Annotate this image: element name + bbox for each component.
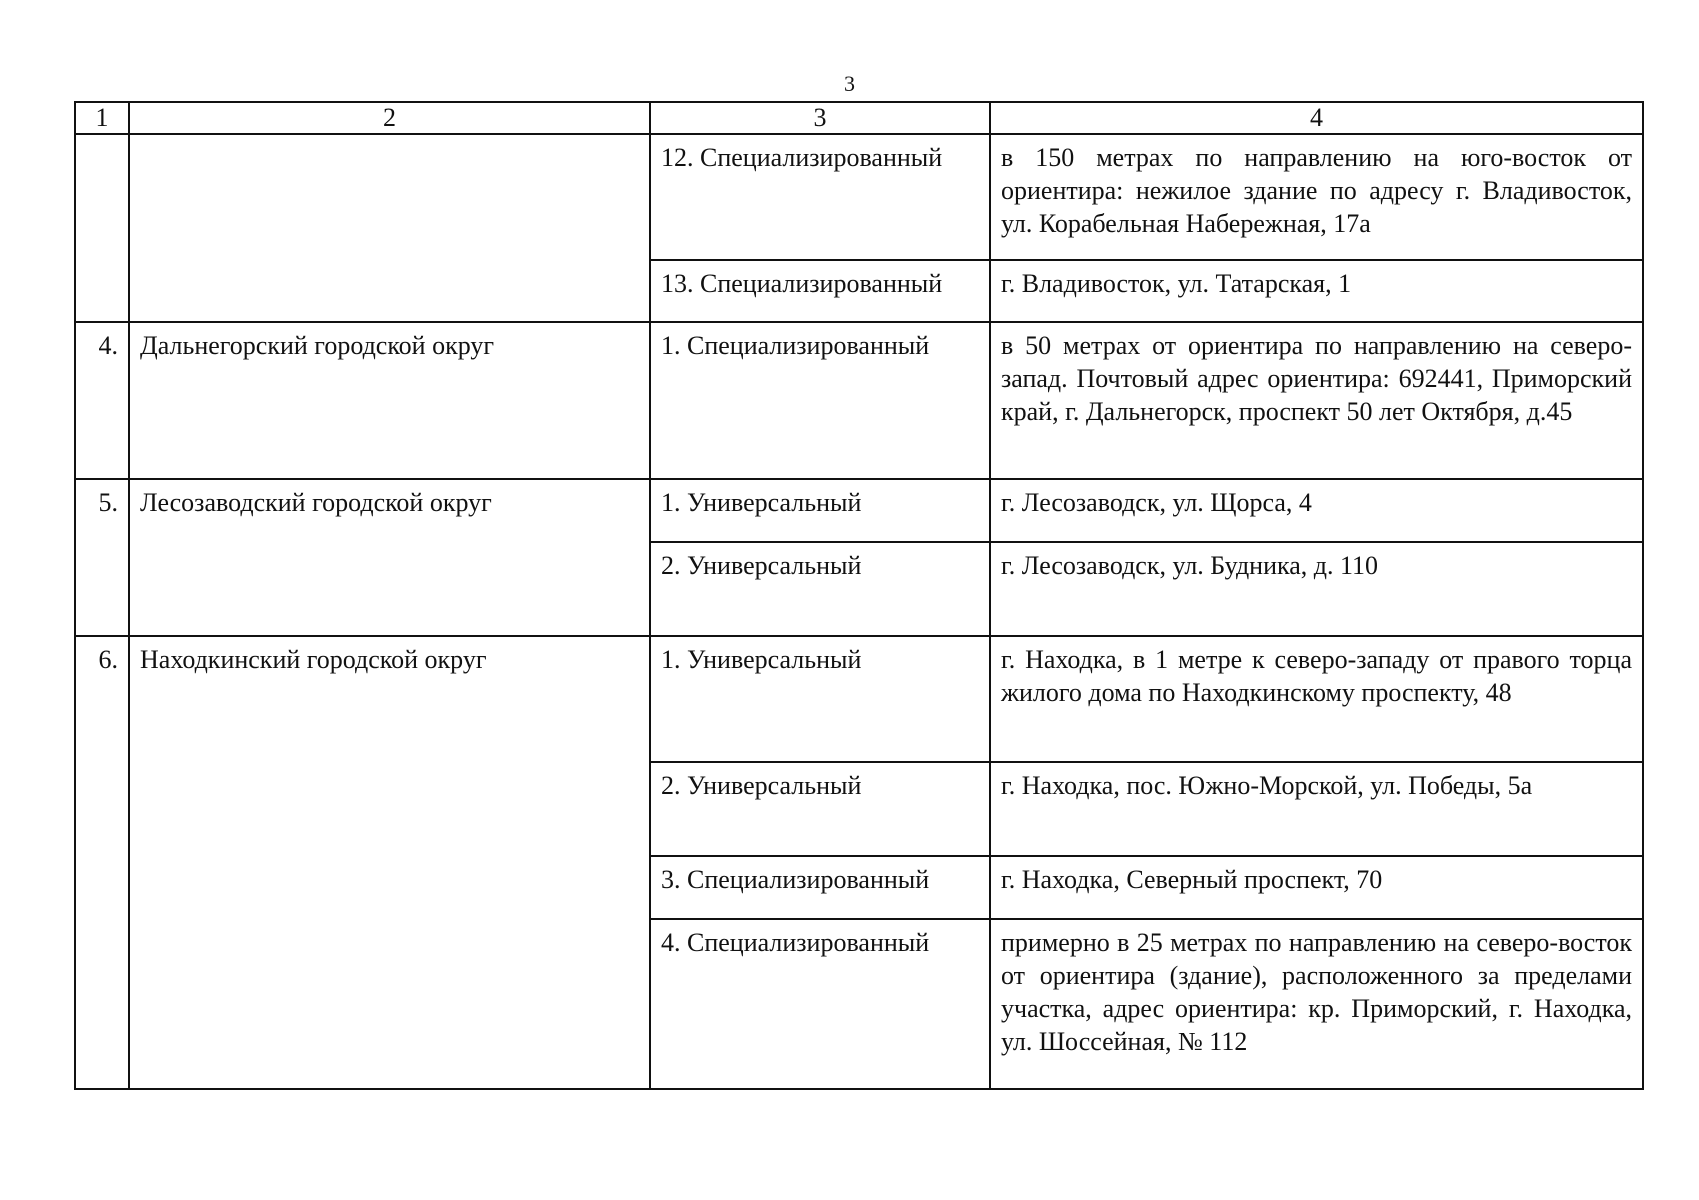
market-address: г. Находка, в 1 метре к северо-западу от правого торца жилого дома по Находкинскому проспекту, 48	[990, 636, 1643, 762]
market-type: 2. Универсальный	[650, 542, 990, 636]
table-row	[75, 134, 1643, 260]
column-header-1: 1	[75, 102, 129, 134]
column-header-3: 3	[650, 102, 990, 134]
market-type: 1. Специализированный	[650, 322, 990, 479]
market-address: г. Лесозаводск, ул. Будника, д. 110	[990, 542, 1643, 636]
market-type: 4. Специализированный	[650, 919, 990, 1089]
market-address: г. Лесозаводск, ул. Щорса, 4	[990, 479, 1643, 542]
market-address: в 150 метрах по направлению на юго-восток от ориентира: нежилое здание по адресу г. Владивосток, ул. Корабельная Набережная, 17а	[990, 134, 1643, 260]
market-address: в 50 метрах от ориентира по направлению на северо-запад. Почтовый адрес ориентира: 692441, Приморский край, г. Дальнегорск, проспект 50 лет Октября, д.45	[990, 322, 1643, 479]
table-row	[75, 636, 1643, 762]
row-number: 5.	[75, 479, 129, 636]
row-number: 4.	[75, 322, 129, 479]
market-type: 12. Специализированный	[650, 134, 990, 260]
table-row	[75, 322, 1643, 479]
header-row	[75, 102, 1643, 134]
column-header-4: 4	[990, 102, 1643, 134]
market-address: г. Владивосток, ул. Татарская, 1	[990, 260, 1643, 322]
market-type: 2. Универсальный	[650, 762, 990, 856]
municipality-name: Дальнегорский городской округ	[129, 322, 650, 479]
municipality-name: Лесозаводский городской округ	[129, 479, 650, 636]
market-type: 1. Универсальный	[650, 636, 990, 762]
municipality-name: Находкинский городской округ	[129, 636, 650, 1089]
municipality-name	[129, 134, 650, 322]
market-type: 3. Специализированный	[650, 856, 990, 919]
table-row	[75, 479, 1643, 542]
column-header-2: 2	[129, 102, 650, 134]
market-type: 13. Специализированный	[650, 260, 990, 322]
page-number: 3	[844, 71, 855, 96]
row-number: 6.	[75, 636, 129, 1089]
document-table	[74, 101, 1644, 1090]
market-address: г. Находка, пос. Южно-Морской, ул. Победы, 5а	[990, 762, 1643, 856]
market-address: г. Находка, Северный проспект, 70	[990, 856, 1643, 919]
market-type: 1. Универсальный	[650, 479, 990, 542]
row-number	[75, 134, 129, 322]
market-address: примерно в 25 метрах по направлению на северо-восток от ориентира (здание), расположенного за пределами участка, адрес ориентира: кр. Приморский, г. Находка, ул. Шоссейная, № 112	[990, 919, 1643, 1089]
